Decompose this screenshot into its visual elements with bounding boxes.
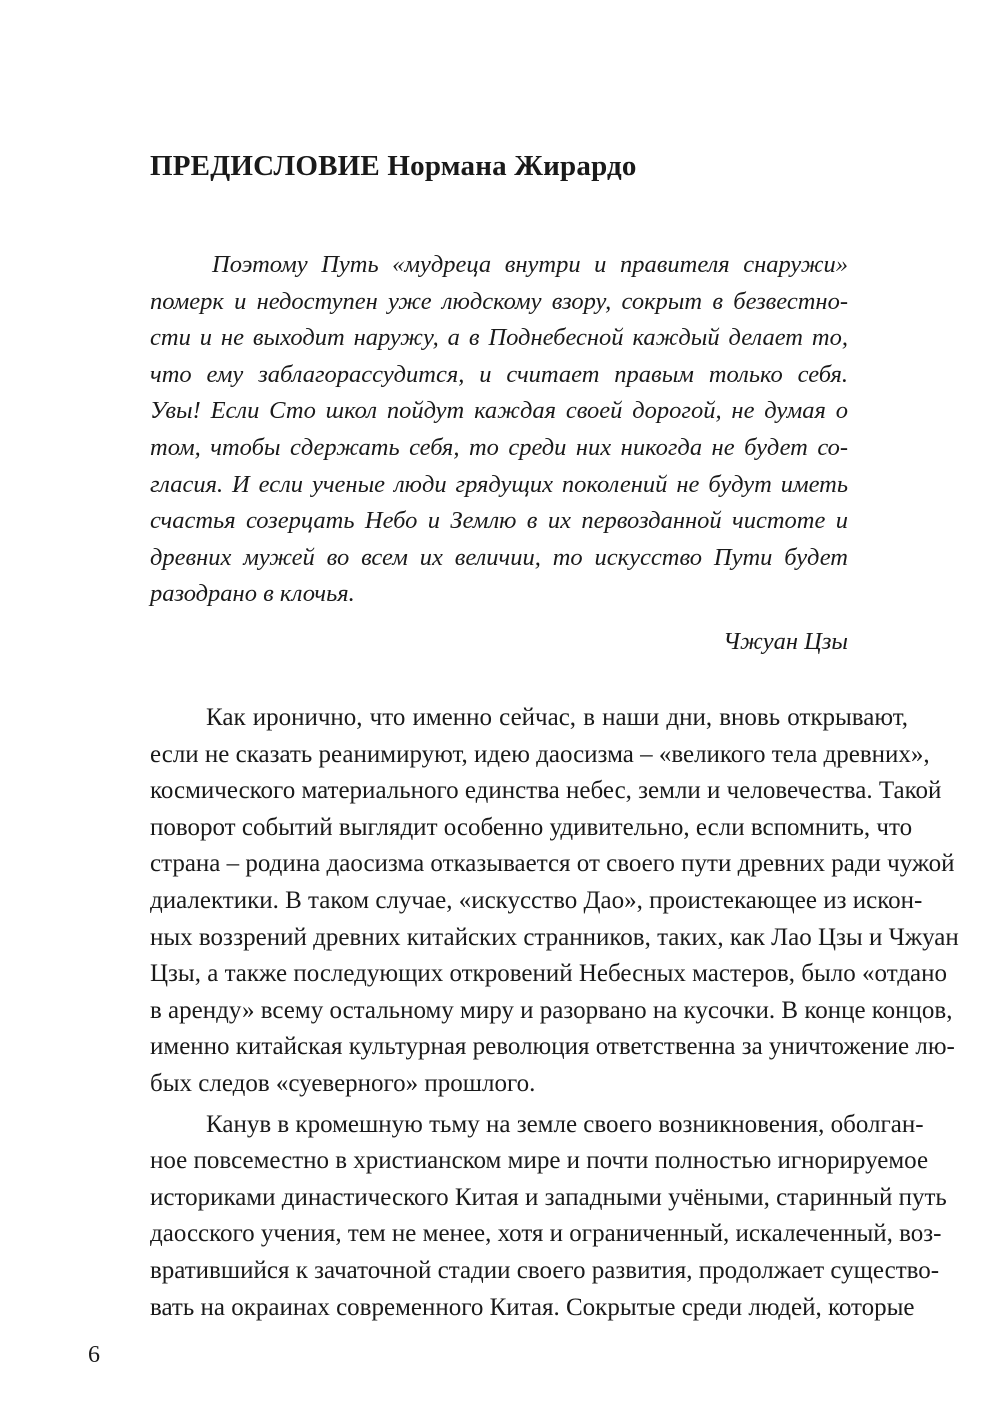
epigraph-line: что ему заблагорассудится, и считает правым только себя. bbox=[150, 360, 848, 388]
text-line: даосского учения, тем не менее, хотя и ограниченный, искалеченный, воз- bbox=[150, 1220, 942, 1248]
epigraph-line: Увы! Если Сто школ пойдут каждая своей дорогой, не думая о bbox=[150, 397, 848, 425]
epigraph-line: померк и недоступен уже людскому взору, сокрыт в безвестно- bbox=[150, 287, 848, 315]
text-line: вать на окраинах современного Китая. Сокрытые среди людей, которые bbox=[150, 1293, 915, 1321]
text-line: поворот событий выглядит особенно удивительно, если вспомнить, что bbox=[150, 813, 913, 841]
chapter-title: ПРЕДИСЛОВИЕ Нормана Жирардо bbox=[150, 150, 637, 182]
epigraph-author: Чжуан Цзы bbox=[723, 628, 848, 655]
text-line: страна – родина даосизма отказывается от своего пути древних ради чужой bbox=[150, 850, 955, 878]
text-line: именно китайская культурная революция ответственна за уничтожение лю- bbox=[150, 1033, 955, 1061]
text-line: вратившийся к зачаточной стадии своего развития, продолжает существо- bbox=[150, 1256, 940, 1284]
epigraph-line: счастья созерцать Небо и Землю в их первозданной чистоте и bbox=[150, 507, 848, 535]
epigraph-line: древних мужей во всем их величии, то искусство Пути будет bbox=[150, 543, 848, 571]
text-line: Канув в кромешную тьму на земле своего возникновения, оболган- bbox=[206, 1110, 924, 1138]
text-line: ных воззрений древних китайских странников, таких, как Лао Цзы и Чжуан bbox=[150, 923, 959, 951]
epigraph-line: разодрано в клочья. bbox=[150, 580, 355, 608]
text-line: ное повсеместно в христианском мире и почти полностью игнорируемое bbox=[150, 1147, 929, 1175]
text-line: диалектики. В таком случае, «искусство Дао», проистекающее из искон- bbox=[150, 886, 923, 914]
text-line: Как иронично, что именно сейчас, в наши дни, вновь открывают, bbox=[206, 704, 908, 731]
text-line: Цзы, а также последующих откровений Небесных мастеров, было «отдано bbox=[150, 960, 947, 988]
page-number: 6 bbox=[88, 1342, 100, 1368]
text-line: космического материального единства небес, земли и человечества. Такой bbox=[150, 777, 942, 805]
text-line: если не сказать реанимируют, идею даосизма – «великого тела древних», bbox=[150, 740, 930, 768]
epigraph-line: гласия. И если ученые люди грядущих поколений не будут иметь bbox=[150, 470, 848, 498]
text-line: историками династического Китая и западными учёными, старинный путь bbox=[150, 1183, 947, 1211]
epigraph-line: том, чтобы сдержать себя, то среди них никогда не будет со- bbox=[150, 433, 848, 461]
epigraph-line: Поэтому Путь «мудреца внутри и правителя снаружи» bbox=[212, 251, 848, 278]
epigraph bbox=[150, 247, 848, 613]
epigraph-line: сти и не выходит наружу, а в Поднебесной каждый делает то, bbox=[150, 324, 848, 352]
paragraph bbox=[150, 1107, 947, 1327]
body-text bbox=[150, 700, 959, 1326]
text-line: в аренду» всему остальному миру и разорвано на кусочки. В конце концов, bbox=[150, 996, 953, 1024]
text-line: бых следов «суеверного» прошлого. bbox=[150, 1069, 536, 1097]
paragraph bbox=[150, 700, 959, 1103]
